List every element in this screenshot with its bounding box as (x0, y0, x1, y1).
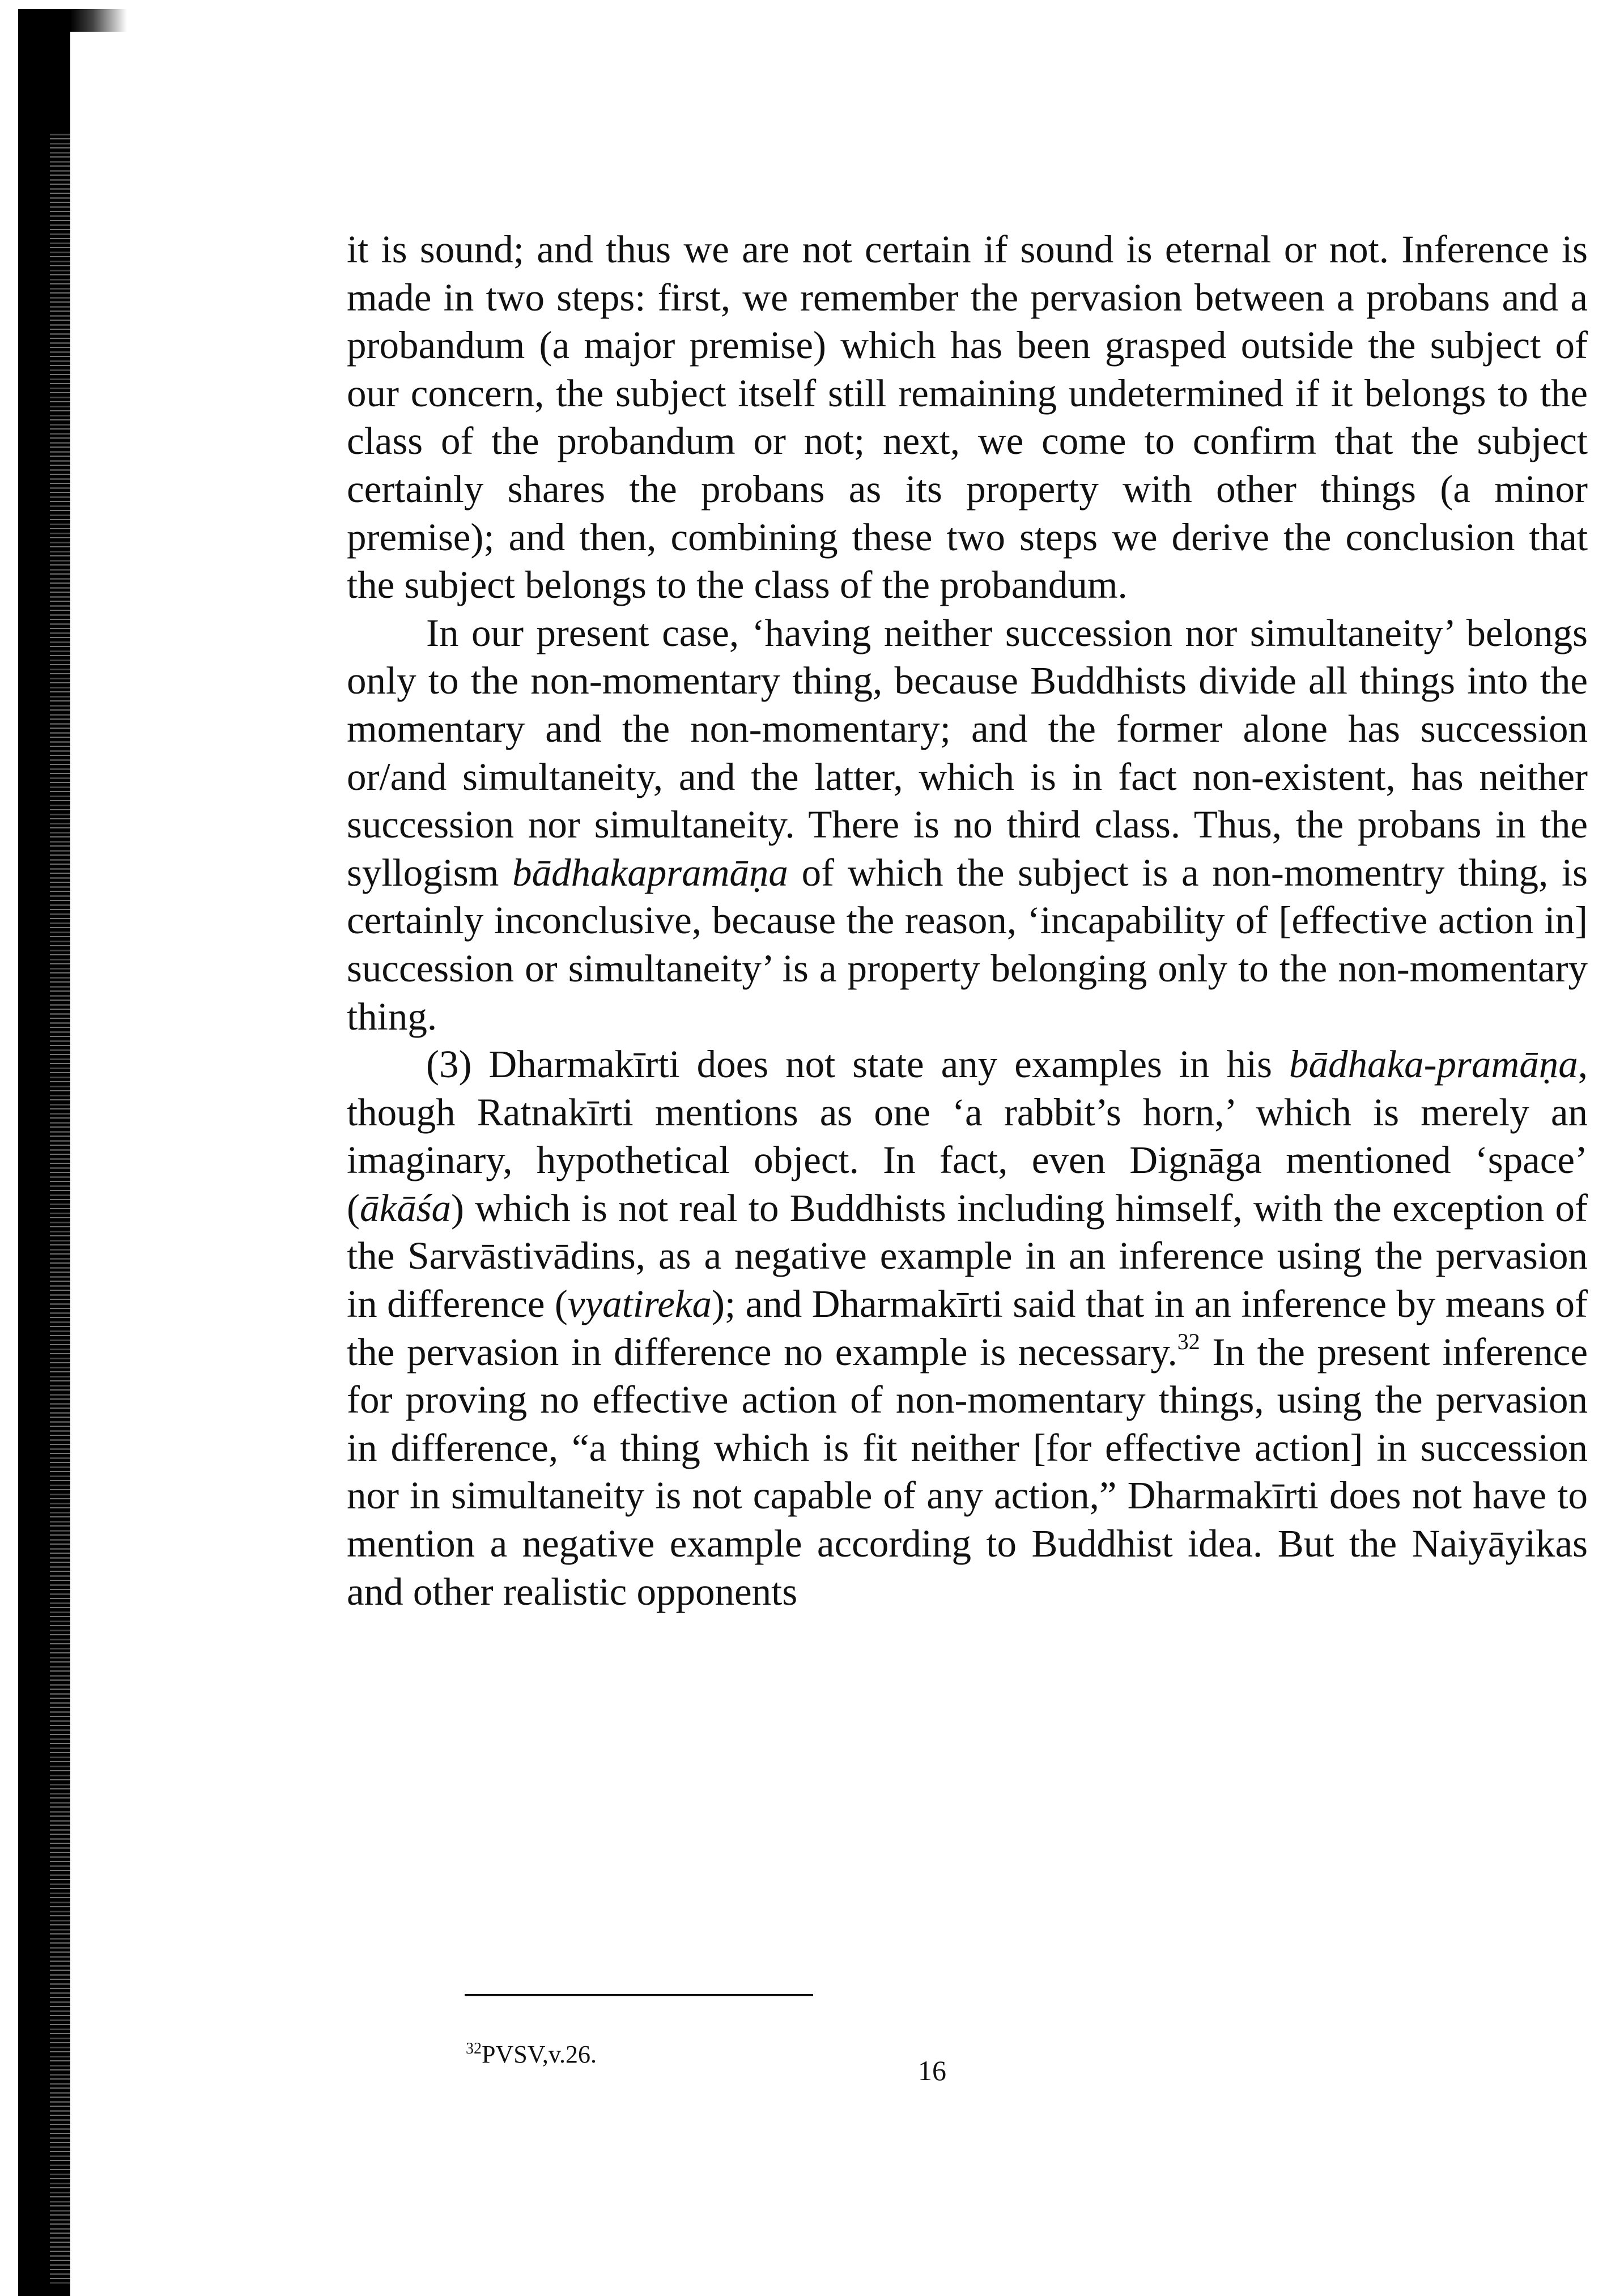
paragraph-2-text: In our present case, ‘having neither succession nor simultaneity’ belongs only to the non-momentary thing, because Buddhists divide all things into the momentary and the non-momentary; and the former alone has succession or/and simultaneity, and the latter, which is in fact non-existent, has neither succession nor simultaneity. There is no third class. Thus, the probans in the syllogism (347, 611, 1588, 894)
scan-binding-speckle (50, 130, 70, 2284)
scan-binding-corner (70, 9, 127, 32)
body-text (347, 226, 1588, 1615)
paragraph-3-text-5: In the present inference for proving no effective action of non-momentary things, using the pervasion in difference, “a thing which is fit neither [for effective action] in succession nor in simultaneity is not capable of any action,” Dharmakīrti does not have to mention a negative example according to Buddhist idea. But the Naiyāyikas and other realistic opponents (347, 1330, 1588, 1613)
paragraph-3-text: (3) Dharmakīrti does not state any examples in his (426, 1043, 1289, 1086)
footnote-divider (465, 1994, 813, 1996)
term-badhaka-pramana: bādhaka-pramāṇa (1289, 1043, 1578, 1086)
term-vyatireka: vyatireka (567, 1282, 712, 1326)
paragraph-3-text-4: ); and Dharmakīrti said that in an inference by means of the pervasion in difference no example is necessary. (347, 1282, 1588, 1374)
paragraph-3-text-3: ) which is not real to Buddhists including himself, with the exception of the Sarvāstivādins, as a negative example in an inference using the pervasion in difference ( (347, 1186, 1588, 1326)
term-badhakapramana: bādhakapramāṇa (512, 851, 788, 894)
footnote-marker: 32 (466, 2040, 482, 2057)
paragraph-1-text: it is sound; and thus we are not certain if sound is eternal or not. Inference is made in two steps: first, we remember the pervasion between a probans and a probandum (a major premise) which has been grasped outside the subject of our concern, the subject itself still remaining undetermined if it belongs to the class of the probandum or not; next, we come to confirm that the subject certainly shares the probans as its property with other things (a minor premise); and then, combining these two steps we derive the conclusion that the subject belongs to the class of the probandum. (347, 228, 1588, 607)
paragraph-3-text-2: , though Ratnakīrti mentions as one ‘a rabbit’s horn,’ which is merely an imaginary, hypothetical object. In fact, even Dignāga mentioned ‘space’ ( (347, 1043, 1588, 1230)
page-number: 16 (918, 2055, 946, 2086)
footnote-32 (466, 2040, 597, 2069)
paragraph-2 (347, 609, 1588, 1040)
footnote-reference-32[interactable]: 32 (1177, 1328, 1200, 1354)
footnote-text: PVSV,v.26. (482, 2040, 597, 2068)
paragraph-2-text-cont: of which the subject is a non-momentry thing, is certainly inconclusive, because the reason, ‘incapability of [effective action in] succession or simultaneity’ is a property belonging only to the non-momentary thing. (347, 851, 1588, 1038)
paragraph-1 (347, 226, 1588, 609)
paragraph-3 (347, 1040, 1588, 1615)
term-akasa: ākāśa (359, 1186, 451, 1230)
